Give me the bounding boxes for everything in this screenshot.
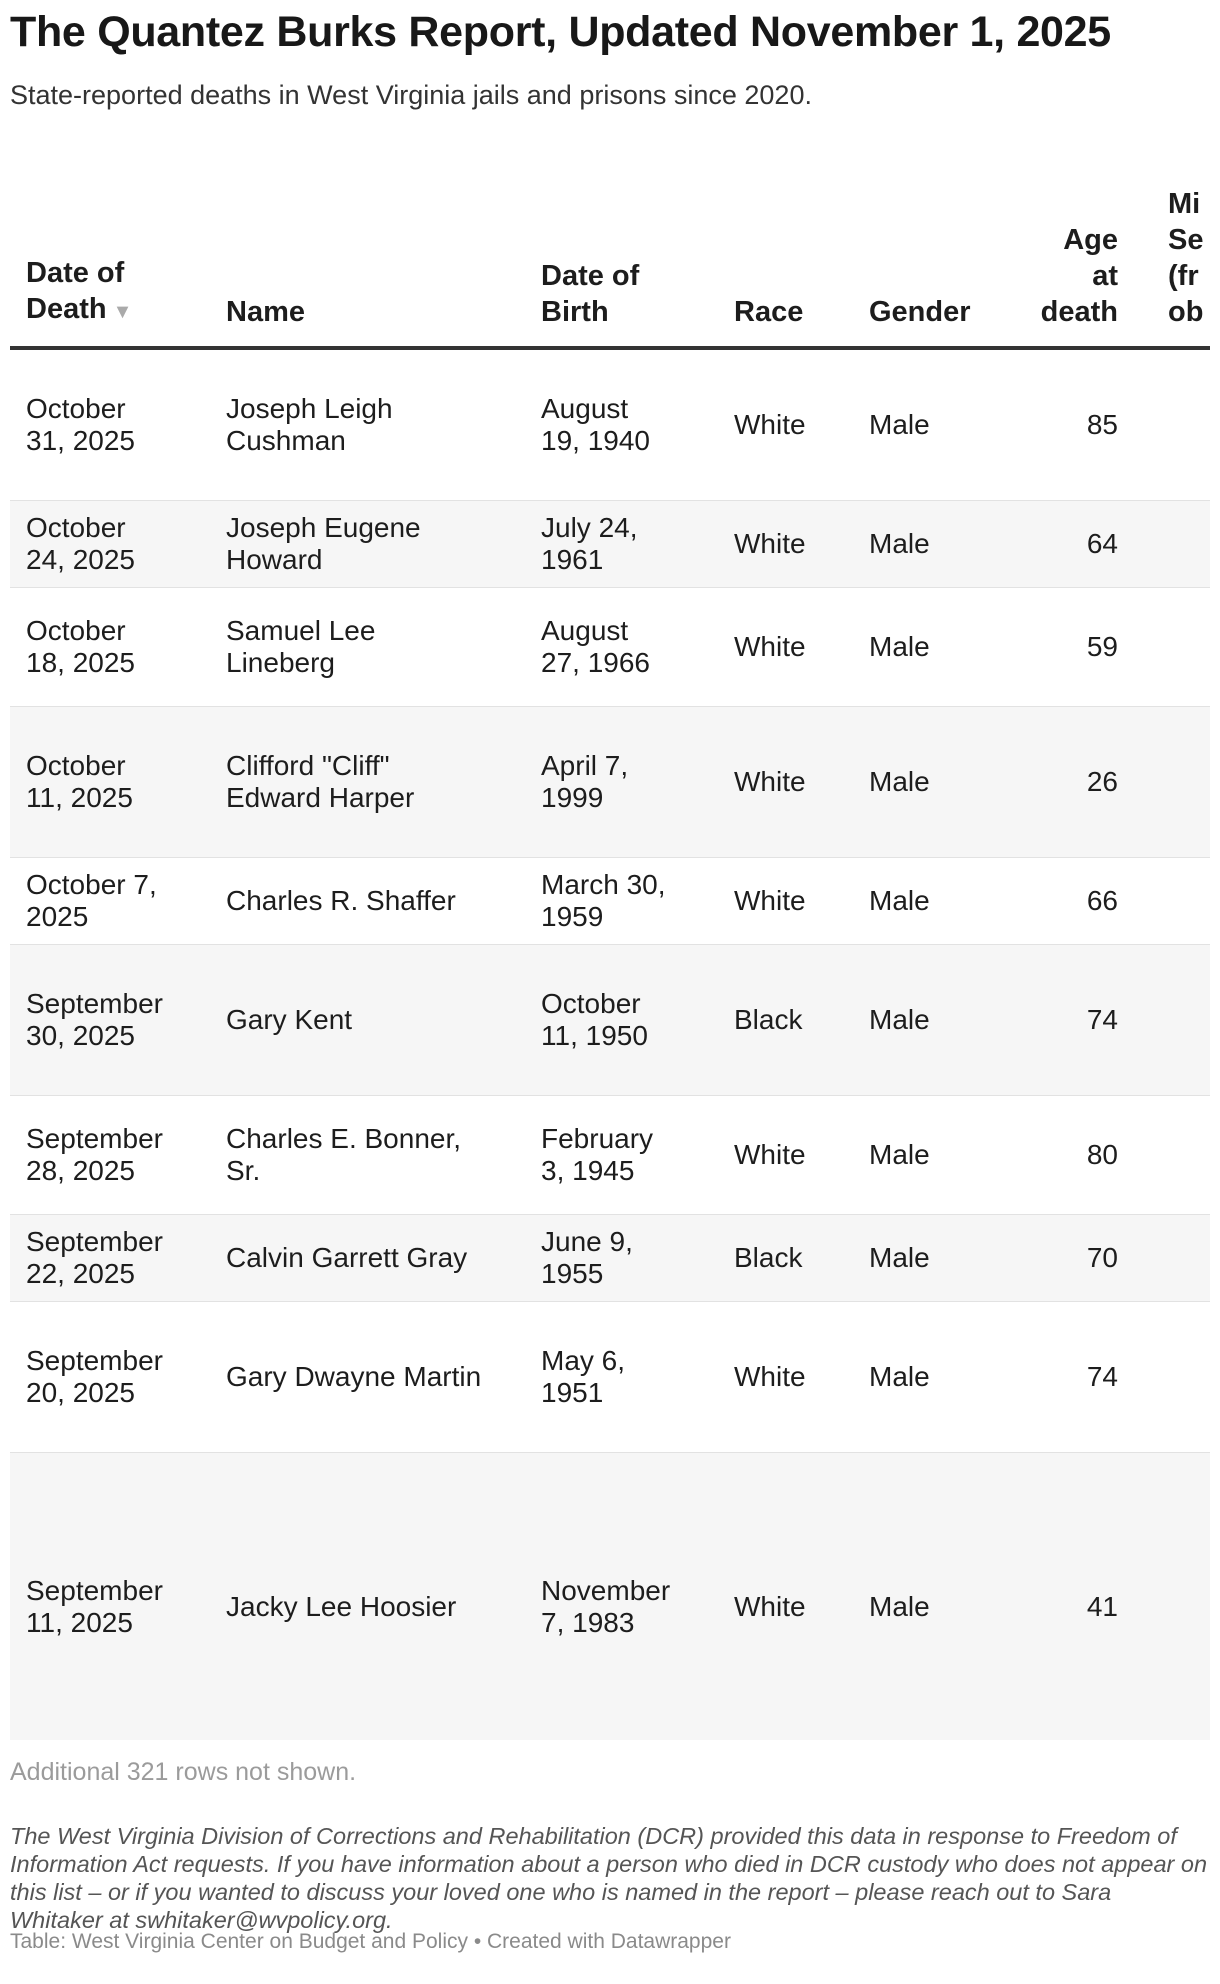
name-cell-line: Charles R. Shaffer [226, 885, 456, 916]
table-row [10, 1302, 1210, 1453]
header-line: Birth [541, 296, 609, 328]
table-container [10, 160, 1210, 1740]
col-header-gender[interactable] [853, 160, 1000, 348]
name-cell-line: Calvin Garrett Gray [226, 1242, 468, 1273]
name-cell-line: Samuel Lee [226, 615, 376, 646]
date-of-death-cell [10, 588, 210, 707]
name-cell [210, 501, 525, 588]
name-cell [210, 707, 525, 858]
date-of-birth-cell-line: 1951 [541, 1377, 604, 1408]
race-cell: Black [718, 945, 853, 1096]
truncated-cell [1130, 588, 1210, 707]
date-of-birth-cell-line: July 24, [541, 512, 638, 543]
race-cell: White [718, 348, 853, 501]
date-of-death-cell-line: September [26, 988, 163, 1019]
gender-cell: Male [853, 1215, 1000, 1302]
date-of-death-cell-line: 20, 2025 [26, 1377, 135, 1408]
date-of-death-cell-line: October 7, [26, 869, 157, 900]
date-of-birth-cell-line: 1955 [541, 1258, 604, 1289]
date-of-birth-cell-line: March 30, [541, 869, 666, 900]
date-of-death-cell [10, 348, 210, 501]
date-of-death-cell [10, 1453, 210, 1741]
gender-cell: Male [853, 1453, 1000, 1741]
truncated-cell [1130, 1453, 1210, 1741]
date-of-birth-cell [525, 1302, 718, 1453]
table-row [10, 707, 1210, 858]
header-line: Age [1063, 224, 1118, 256]
truncated-cell [1130, 1215, 1210, 1302]
col-header-truncated[interactable] [1130, 160, 1210, 348]
date-of-death-cell-line: October [26, 615, 126, 646]
col-header-date-of-death-label [26, 257, 124, 325]
col-header-race[interactable] [718, 160, 853, 348]
age-cell: 80 [1000, 1096, 1130, 1215]
date-of-death-cell-line: 18, 2025 [26, 647, 135, 678]
date-of-birth-cell-line: 1999 [541, 782, 604, 813]
table-body [10, 348, 1210, 1740]
deaths-table [10, 160, 1210, 1740]
age-cell: 59 [1000, 588, 1130, 707]
date-of-birth-cell-line: 7, 1983 [541, 1607, 635, 1638]
date-of-birth-cell-line: October [541, 988, 641, 1019]
date-of-death-cell-line: September [26, 1123, 163, 1154]
name-cell-line: Howard [226, 544, 323, 575]
date-of-death-cell-line: 28, 2025 [26, 1155, 135, 1186]
date-of-death-cell [10, 858, 210, 945]
name-cell-line: Jacky Lee Hoosier [226, 1591, 457, 1622]
name-cell-line: Cushman [226, 425, 346, 456]
table-row [10, 588, 1210, 707]
name-cell-line: Edward Harper [226, 782, 415, 813]
name-cell [210, 858, 525, 945]
date-of-birth-cell [525, 707, 718, 858]
date-of-death-cell-line: 31, 2025 [26, 425, 135, 456]
date-of-birth-cell [525, 1215, 718, 1302]
date-of-death-cell-line: 11, 2025 [26, 782, 133, 813]
table-header-row [10, 160, 1210, 348]
name-cell-line: Lineberg [226, 647, 335, 678]
header-line: (fr [1168, 260, 1199, 292]
gender-cell: Male [853, 858, 1000, 945]
name-cell [210, 1453, 525, 1741]
header-line: death [1040, 296, 1118, 328]
date-of-birth-cell-line: 11, 1950 [541, 1020, 648, 1051]
truncated-cell [1130, 501, 1210, 588]
date-of-death-cell-line: October [26, 750, 126, 781]
name-cell [210, 348, 525, 501]
truncated-cell [1130, 858, 1210, 945]
age-cell: 74 [1000, 1302, 1130, 1453]
table-row [10, 1453, 1210, 1741]
truncated-cell [1130, 945, 1210, 1096]
header-line: Gender [869, 296, 971, 328]
header-line: Death [26, 293, 107, 325]
date-of-birth-cell-line: 1961 [541, 544, 604, 575]
race-cell: White [718, 858, 853, 945]
race-cell: White [718, 1302, 853, 1453]
name-cell-line: Joseph Eugene [226, 512, 421, 543]
race-cell: White [718, 588, 853, 707]
date-of-birth-cell-line: May 6, [541, 1345, 626, 1376]
date-of-death-cell [10, 1096, 210, 1215]
col-header-date-of-birth[interactable] [525, 160, 718, 348]
race-cell: White [718, 1453, 853, 1741]
name-cell [210, 945, 525, 1096]
date-of-birth-cell [525, 1453, 718, 1741]
date-of-birth-cell [525, 858, 718, 945]
date-of-birth-cell-line: June 9, [541, 1226, 633, 1257]
header-line: Date of [541, 260, 640, 292]
header-line: Race [734, 296, 804, 328]
page-title: The Quantez Burks Report, Updated November 1, 2025 [10, 8, 1111, 56]
date-of-death-cell [10, 1302, 210, 1453]
date-of-death-cell [10, 1215, 210, 1302]
date-of-birth-cell-line: 19, 1940 [541, 425, 650, 456]
date-of-death-cell-line: September [26, 1226, 163, 1257]
name-cell-line: Gary Dwayne Martin [226, 1361, 482, 1392]
table-row [10, 1096, 1210, 1215]
gender-cell: Male [853, 501, 1000, 588]
name-cell [210, 1096, 525, 1215]
table-row [10, 858, 1210, 945]
table-row [10, 348, 1210, 501]
header-line: Date of [26, 257, 125, 289]
name-cell-line: Gary Kent [226, 1004, 353, 1035]
name-cell [210, 1215, 525, 1302]
name-cell-line: Charles E. Bonner, [226, 1123, 462, 1154]
table-row [10, 501, 1210, 588]
header-line: ob [1168, 296, 1204, 328]
date-of-death-cell [10, 707, 210, 858]
date-of-birth-cell-line: February [541, 1123, 654, 1154]
gender-cell: Male [853, 1302, 1000, 1453]
age-cell: 85 [1000, 348, 1130, 501]
header-line: Mi [1168, 188, 1201, 220]
date-of-death-cell-line: 11, 2025 [26, 1607, 133, 1638]
date-of-birth-cell-line: November [541, 1575, 671, 1606]
date-of-death-cell-line: 24, 2025 [26, 544, 135, 575]
truncated-cell [1130, 1302, 1210, 1453]
date-of-birth-cell-line: August [541, 615, 629, 646]
date-of-death-cell-line: October [26, 393, 126, 424]
truncated-cell [1130, 348, 1210, 501]
date-of-birth-cell [525, 348, 718, 501]
date-of-birth-cell-line: 27, 1966 [541, 647, 650, 678]
name-cell [210, 1302, 525, 1453]
date-of-death-cell-line: October [26, 512, 126, 543]
age-cell: 26 [1000, 707, 1130, 858]
truncated-cell [1130, 1096, 1210, 1215]
name-cell-line: Sr. [226, 1155, 261, 1186]
date-of-birth-cell-line: 3, 1945 [541, 1155, 635, 1186]
date-of-death-cell-line: 22, 2025 [26, 1258, 135, 1289]
gender-cell: Male [853, 1096, 1000, 1215]
date-of-death-cell-line: 2025 [26, 901, 89, 932]
date-of-birth-cell [525, 945, 718, 1096]
date-of-birth-cell [525, 1096, 718, 1215]
col-header-date-of-death[interactable] [10, 160, 210, 348]
col-header-name[interactable] [210, 160, 525, 348]
date-of-death-cell-line: September [26, 1575, 163, 1606]
table-row [10, 1215, 1210, 1302]
chart-source: Table: West Virginia Center on Budget and Policy • Created with Datawrapper [10, 1930, 731, 1953]
table-row [10, 945, 1210, 1096]
header-line: at [1092, 260, 1118, 292]
date-of-death-cell [10, 501, 210, 588]
name-cell-line: Joseph Leigh [226, 393, 393, 424]
gender-cell: Male [853, 707, 1000, 858]
age-cell: 70 [1000, 1215, 1130, 1302]
race-cell: White [718, 501, 853, 588]
header-line: Se [1168, 224, 1204, 256]
age-cell: 74 [1000, 945, 1130, 1096]
col-header-age-at-death[interactable] [1000, 160, 1130, 348]
rows-not-shown-note: Additional 321 rows not shown. [10, 1758, 357, 1786]
date-of-birth-cell-line: April 7, [541, 750, 629, 781]
gender-cell: Male [853, 348, 1000, 501]
date-of-birth-cell-line: August [541, 393, 629, 424]
chart-notes: The West Virginia Division of Corrections and Rehabilitation (DCR) provided this data in response to Freedom of Information Act requests. If you have information about a person who died in DCR custody who does not appear on this list – or if you wanted to discuss your loved one who is named in the report – please reach out to Sara Whitaker at swhitaker@wvpolicy.org. [10, 1823, 1208, 1933]
age-cell: 66 [1000, 858, 1130, 945]
date-of-death-cell-line: 30, 2025 [26, 1020, 135, 1051]
age-cell: 41 [1000, 1453, 1130, 1741]
race-cell: Black [718, 1215, 853, 1302]
age-cell: 64 [1000, 501, 1130, 588]
date-of-death-cell-line: September [26, 1345, 163, 1376]
race-cell: White [718, 707, 853, 858]
date-of-death-cell [10, 945, 210, 1096]
date-of-birth-cell [525, 501, 718, 588]
gender-cell: Male [853, 945, 1000, 1096]
triangle-down-icon[interactable]: ▼ [112, 301, 133, 323]
name-cell [210, 588, 525, 707]
date-of-birth-cell-line: 1959 [541, 901, 604, 932]
truncated-cell [1130, 707, 1210, 858]
page-subtitle: State-reported deaths in West Virginia jails and prisons since 2020. [10, 80, 812, 110]
date-of-birth-cell [525, 588, 718, 707]
header-line: Name [226, 296, 305, 328]
gender-cell: Male [853, 588, 1000, 707]
name-cell-line: Clifford "Cliff" [226, 750, 390, 781]
race-cell: White [718, 1096, 853, 1215]
